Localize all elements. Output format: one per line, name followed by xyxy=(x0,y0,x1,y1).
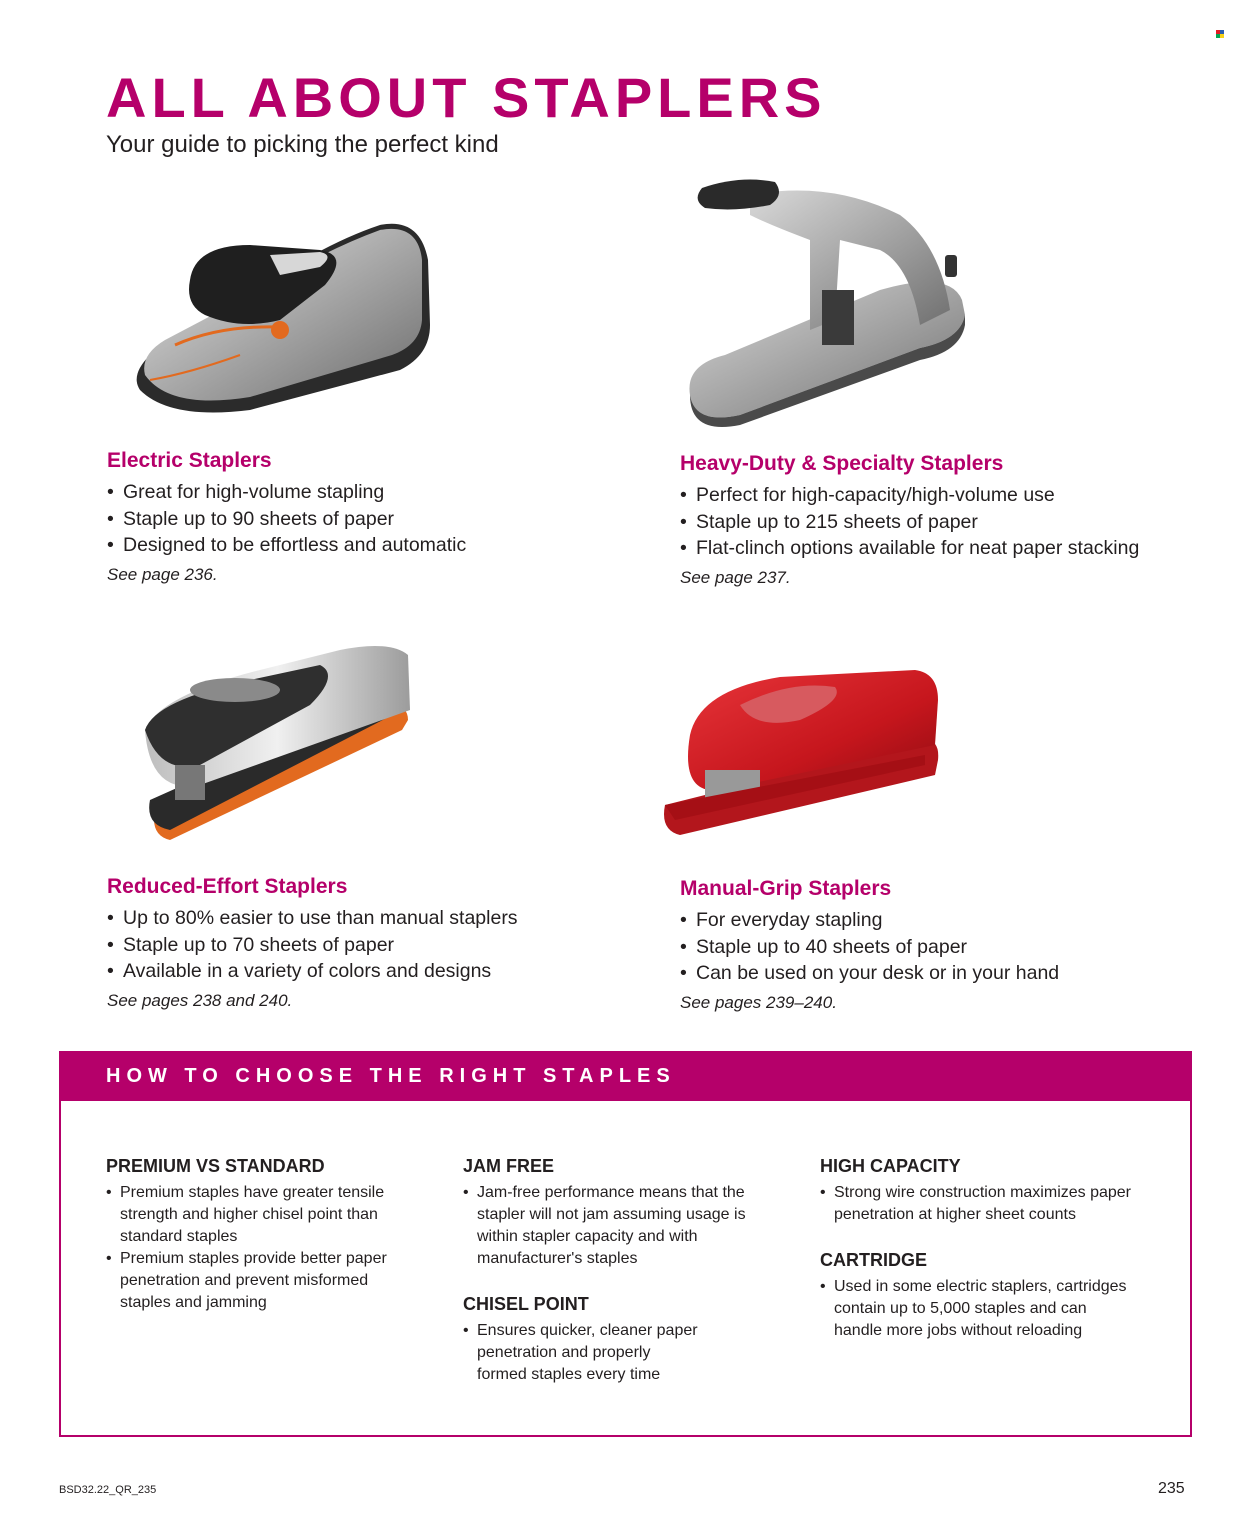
electric-stapler-image xyxy=(130,205,435,425)
manual-grip-staplers-section xyxy=(680,877,1220,1013)
line: handle more jobs without reloading xyxy=(834,1322,1083,1339)
chisel-point-bullets xyxy=(463,1320,698,1386)
high-capacity-tip xyxy=(820,1156,1131,1226)
staples-guide-header xyxy=(61,1053,1190,1101)
list-item: • Available in a variety of colors and designs xyxy=(107,958,647,985)
line: • Used in some electric staplers, cartridges xyxy=(834,1278,1127,1295)
list-item: • Up to 80% easier to use than manual staplers xyxy=(107,905,647,932)
list-item xyxy=(106,1182,387,1248)
jam-free-bullets xyxy=(463,1182,746,1270)
electric-staplers-section xyxy=(107,449,647,585)
manual-grip-staplers-heading: Manual-Grip Staplers xyxy=(680,877,892,900)
line: manufacturer's staples xyxy=(477,1250,638,1267)
page-number: 235 xyxy=(1158,1480,1185,1497)
staples-guide-heading: HOW TO CHOOSE THE RIGHT STAPLES xyxy=(106,1065,676,1087)
cartridge-tip xyxy=(820,1250,1127,1342)
high-capacity-bullets xyxy=(820,1182,1131,1226)
reduced-effort-staplers-heading: Reduced-Effort Staplers xyxy=(107,875,348,898)
list-item xyxy=(820,1276,1127,1342)
heavy-duty-staplers-heading: Heavy-Duty & Specialty Staplers xyxy=(680,452,1004,475)
line: • Jam-free performance means that the xyxy=(477,1184,745,1201)
line: penetration and properly xyxy=(477,1344,651,1361)
list-item: • Designed to be effortless and automatic xyxy=(107,532,647,559)
line: within stapler capacity and with xyxy=(477,1228,698,1245)
list-item xyxy=(106,1248,387,1314)
list-item: • Flat-clinch options available for neat paper stacking xyxy=(680,535,1220,562)
list-item: • Staple up to 70 sheets of paper xyxy=(107,932,647,959)
manual-grip-stapler-image xyxy=(660,665,940,840)
list-item xyxy=(820,1182,1131,1226)
heavy-duty-staplers-bullets xyxy=(680,482,1220,562)
list-item: • Great for high-volume stapling xyxy=(107,479,647,506)
line: penetration and prevent misformed xyxy=(120,1272,369,1289)
line: • Premium staples provide better paper xyxy=(120,1250,387,1267)
page-subtitle: Your guide to picking the perfect kind xyxy=(106,131,499,158)
electric-staplers-heading: Electric Staplers xyxy=(107,449,272,472)
list-item: • Can be used on your desk or in your hand xyxy=(680,960,1220,987)
jam-free-heading: JAM FREE xyxy=(463,1156,555,1176)
list-item xyxy=(463,1320,698,1386)
cartridge-bullets xyxy=(820,1276,1127,1342)
line: strength and higher chisel point than xyxy=(120,1206,378,1223)
line: formed staples every time xyxy=(477,1366,661,1383)
reduced-effort-staplers-section xyxy=(107,875,647,1011)
heavy-duty-staplers-section xyxy=(680,452,1220,588)
reduced-effort-stapler-image xyxy=(140,635,415,845)
reduced-effort-staplers-page-ref: See pages 238 and 240. xyxy=(107,990,293,1010)
premium-vs-standard-heading: PREMIUM VS STANDARD xyxy=(106,1156,325,1176)
cartridge-heading: CARTRIDGE xyxy=(820,1250,927,1270)
chisel-point-heading: CHISEL POINT xyxy=(463,1294,589,1314)
premium-vs-standard-bullets xyxy=(106,1182,387,1314)
catalog-code: BSD32.22_QR_235 xyxy=(59,1484,157,1496)
list-item: • For everyday stapling xyxy=(680,907,1220,934)
staples-guide-box xyxy=(59,1051,1192,1437)
heavy-duty-stapler-image xyxy=(680,170,970,430)
list-item xyxy=(463,1182,746,1270)
electric-staplers-bullets xyxy=(107,479,647,559)
line: • Ensures quicker, cleaner paper xyxy=(477,1322,698,1339)
high-capacity-heading: HIGH CAPACITY xyxy=(820,1156,961,1176)
jam-free-tip xyxy=(463,1156,746,1270)
corner-color-mark xyxy=(1216,30,1224,38)
heavy-duty-staplers-page-ref: See page 237. xyxy=(680,567,791,587)
line: staples and jamming xyxy=(120,1294,267,1311)
list-item: • Staple up to 40 sheets of paper xyxy=(680,934,1220,961)
manual-grip-staplers-page-ref: See pages 239–240. xyxy=(680,992,837,1012)
chisel-point-tip xyxy=(463,1294,698,1386)
line: standard staples xyxy=(120,1228,238,1245)
line: penetration at higher sheet counts xyxy=(834,1206,1076,1223)
manual-grip-staplers-bullets xyxy=(680,907,1220,987)
reduced-effort-staplers-bullets xyxy=(107,905,647,985)
electric-staplers-page-ref: See page 236. xyxy=(107,564,218,584)
premium-vs-standard-tip xyxy=(106,1156,387,1314)
line: • Premium staples have greater tensile xyxy=(120,1184,385,1201)
list-item: • Perfect for high-capacity/high-volume use xyxy=(680,482,1220,509)
page-title: ALL ABOUT STAPLERS xyxy=(106,66,827,129)
list-item: • Staple up to 90 sheets of paper xyxy=(107,506,647,533)
line: stapler will not jam assuming usage is xyxy=(477,1206,746,1223)
line: • Strong wire construction maximizes paper xyxy=(834,1184,1132,1201)
line: contain up to 5,000 staples and can xyxy=(834,1300,1087,1317)
list-item: • Staple up to 215 sheets of paper xyxy=(680,509,1220,536)
